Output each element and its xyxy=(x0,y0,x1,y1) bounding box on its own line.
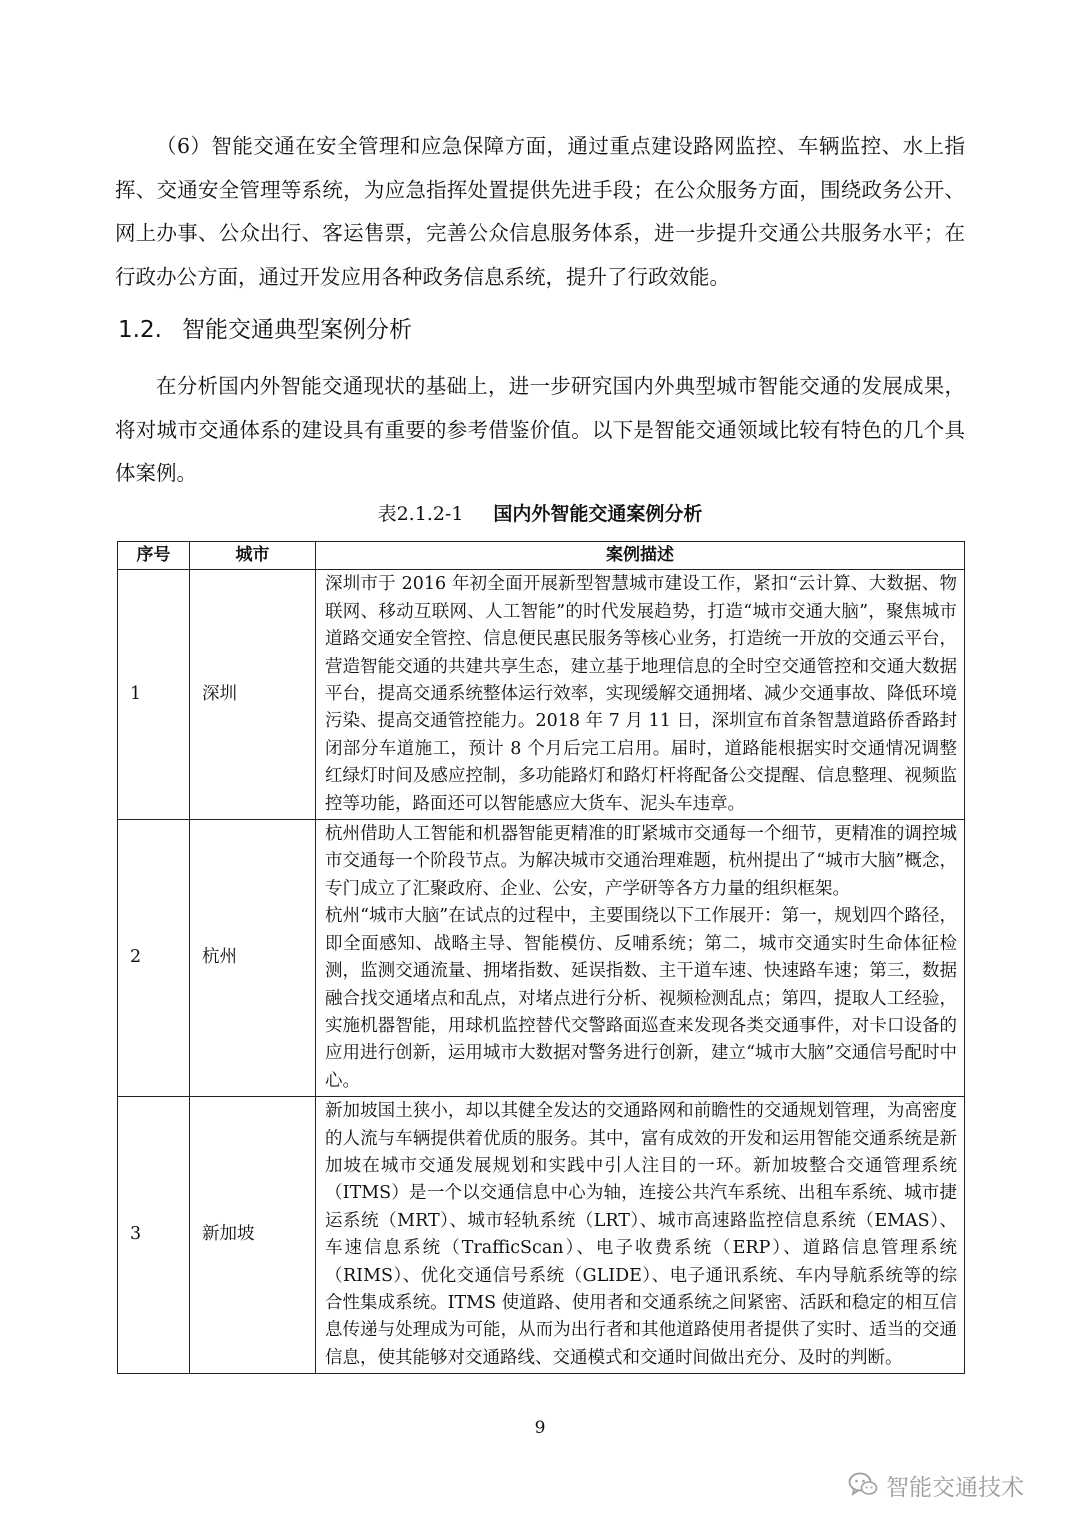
desc-paragraph: 杭州“城市大脑”在试点的过程中，主要围绕以下工作展开：第一，规划四个路径，即全面感知、战略主导、智能模仿、反哺系统；第二，城市交通实时生命体征检测，监测交通流量、拥堵指数、延误指数、主干道车速、快速路车速；第三，数据融合找交通堵点和乱点，对堵点进行分析、视频检测乱点；第四，提取人工经验，实施机器智能，用球机监控替代交警路面巡查来发现各类交通事件，对卡口设备的应用进行创新，运用城市大数据对警务进行创新，建立“城市大脑”交通信号配时中心。 xyxy=(325,906,957,1091)
row-seq: 3 xyxy=(118,1097,190,1374)
intro-paragraph: 在分析国内外智能交通现状的基础上，进一步研究国内外典型城市智能交通的发展成果，将对城市交通体系的建设具有重要的参考借鉴价值。以下是智能交通领域比较有特色的几个具体案例。 xyxy=(115,374,965,485)
row-desc xyxy=(316,1097,965,1374)
section-heading xyxy=(118,308,412,352)
header-desc: 案例描述 xyxy=(316,542,965,570)
row-desc xyxy=(316,820,965,1097)
wechat-icon xyxy=(848,1472,878,1498)
table-caption-number: 表2.1.2-1 xyxy=(377,503,464,525)
row-seq: 2 xyxy=(118,820,190,1097)
table-caption xyxy=(0,496,1080,532)
header-city: 城市 xyxy=(190,542,316,570)
table-row xyxy=(118,570,965,820)
row-seq: 1 xyxy=(118,570,190,820)
watermark-text: 智能交通技术 xyxy=(886,1474,1024,1501)
header-seq: 序号 xyxy=(118,542,190,570)
row-city: 杭州 xyxy=(190,820,316,1097)
table-header-row xyxy=(118,542,965,570)
page-number: 9 xyxy=(534,1418,546,1438)
desc-paragraph: 杭州借助人工智能和机器智能更精准的盯紧城市交通每一个细节，更精准的调控城市交通每一个阶段节点。为解决城市交通治理难题，杭州提出了“城市大脑”概念，专门成立了汇聚政府、企业、公安，产学研等各方力量的组织框架。 xyxy=(325,824,957,899)
table-row xyxy=(118,820,965,1097)
table-row xyxy=(118,1097,965,1374)
case-table xyxy=(117,541,965,1374)
row-desc xyxy=(316,570,965,820)
row-city: 深圳 xyxy=(190,570,316,820)
desc-paragraph: 新加坡国土狭小，却以其健全发达的交通路网和前瞻性的交通规划管理，为高密度的人流与车辆提供着优质的服务。其中，富有成效的开发和运用智能交通系统是新加坡在城市交通发展规划和实践中引人注目的一环。新加坡整合交通管理系统（ITMS）是一个以交通信息中心为轴，连接公共汽车系统、出租车系统、城市捷运系统（MRT）、城市轻轨系统（LRT）、城市高速路监控信息系统（EMAS）、车速信息系统（TrafficScan）、电子收费系统（ERP）、道路信息管理系统（RIMS）、优化交通信号系统（GLIDE）、电子通讯系统、车内导航系统等的综合性集成系统。ITMS 使道路、使用者和交通系统之间紧密、活跃和稳定的相互信息传递与处理成为可能，从而为出行者和其他道路使用者提供了实时、适当的交通信息，使其能够对交通路线、交通模式和交通时间做出充分、及时的判断。 xyxy=(325,1101,957,1368)
desc-paragraph: 深圳市于 2016 年初全面开展新型智慧城市建设工作，紧扣“云计算、大数据、物联网、移动互联网、人工智能”的时代发展趋势，打造“城市交通大脑”，聚焦城市道路交通安全管控、信息便民惠民服务等核心业务，打造统一开放的交通云平台，营造智能交通的共建共享生态，建立基于地理信息的全时空交通管控和交通大数据平台，提高交通系统整体运行效率，实现缓解交通拥堵、减少交通事故、降低环境污染、提高交通管控能力。2018 年 7 月 11 日，深圳宣布首条智慧道路侨香路封闭部分车道施工，预计 8 个月后完工启用。届时，道路能根据实时交通情况调整红绿灯时间及感应控制，多功能路灯和路灯杆将配备公交提醒、信息整理、视频监控等功能，路面还可以智能感应大货车、泥头车违章。 xyxy=(325,574,957,814)
watermark xyxy=(848,1468,1024,1502)
section-number: 1.2. xyxy=(118,317,162,343)
row-city: 新加坡 xyxy=(190,1097,316,1374)
section-title: 智能交通典型案例分析 xyxy=(182,317,412,343)
table-caption-title: 国内外智能交通案例分析 xyxy=(493,503,703,525)
paragraph-6: （6）智能交通在安全管理和应急保障方面，通过重点建设路网监控、车辆监控、水上指挥、交通安全管理等系统，为应急指挥处置提供先进手段；在公众服务方面，围绕政务公开、网上办事、公众出行、客运售票，完善公众信息服务体系，进一步提升交通公共服务水平；在行政办公方面，通过开发应用各种政务信息系统，提升了行政效能。 xyxy=(115,134,965,289)
